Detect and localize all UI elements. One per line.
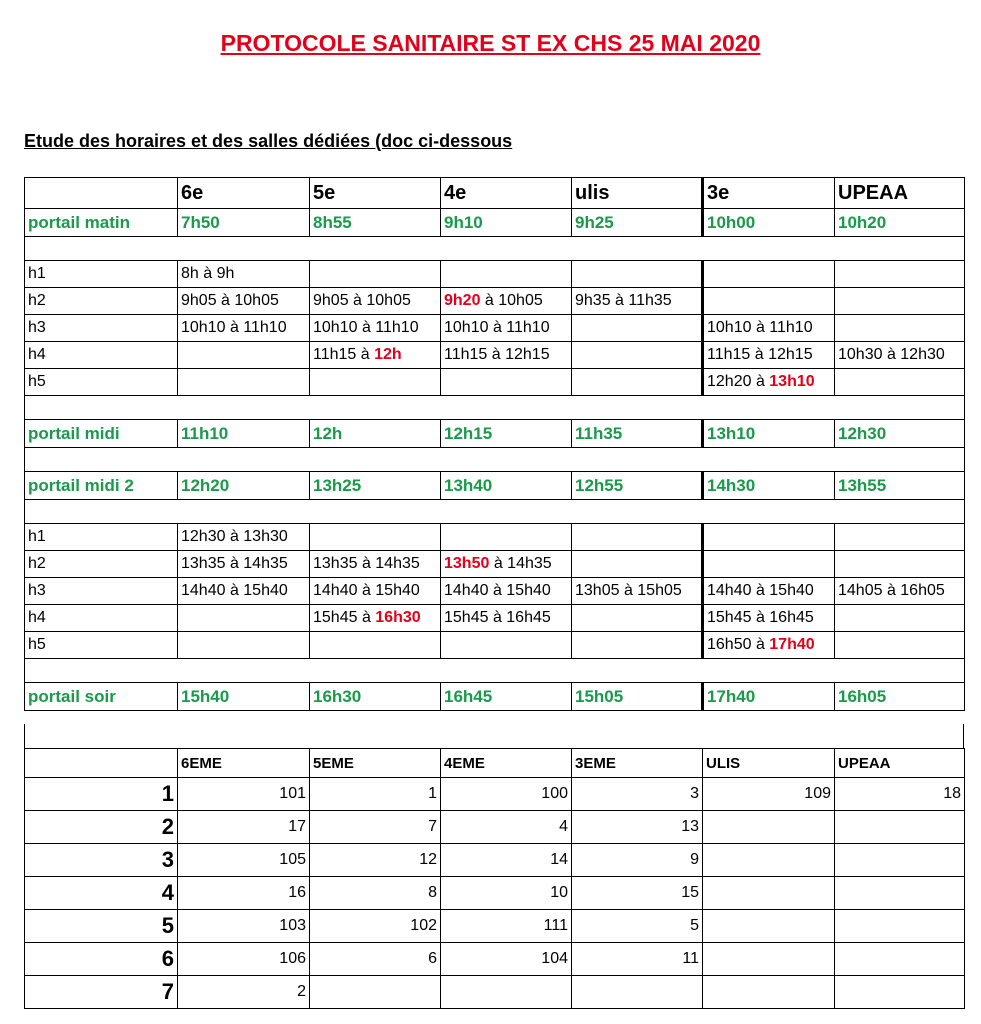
hour-label: h2 <box>25 551 178 578</box>
room-cell: 100 <box>441 778 572 811</box>
spacer-row <box>25 448 965 472</box>
room-cell: 18 <box>835 778 965 811</box>
time-text: 14h40 à 15h40 <box>313 582 420 599</box>
room-cell: 4 <box>441 811 572 844</box>
time-slot-cell <box>703 632 835 659</box>
rooms-row-number: 1 <box>25 778 178 811</box>
time-text: 9h35 à 11h35 <box>575 292 672 309</box>
time-slot-cell <box>572 315 703 342</box>
afternoon-row <box>25 551 965 578</box>
room-cell: 106 <box>178 943 310 976</box>
time-slot-cell <box>703 551 835 578</box>
time-slot-cell <box>835 288 965 315</box>
room-cell: 15 <box>572 877 703 910</box>
time-slot-cell <box>178 315 310 342</box>
afternoon-row <box>25 524 965 551</box>
time-text: 11h15 à 12h15 <box>707 346 813 363</box>
table-separator <box>24 724 964 748</box>
highlighted-time: 9h20 <box>444 292 481 309</box>
highlighted-time: 13h10 <box>769 373 815 390</box>
time-slot-cell <box>178 342 310 369</box>
time-text: 14h40 à 15h40 <box>444 582 551 599</box>
room-cell <box>835 811 965 844</box>
time-slot-cell <box>572 551 703 578</box>
room-cell: 8 <box>310 877 441 910</box>
portail-midi2-row-cell: portail midi 2 <box>25 472 178 500</box>
time-text: 14h05 à 16h05 <box>838 582 945 599</box>
rooms-header-cell: 5EME <box>310 749 441 778</box>
portail-matin-row-cell: 10h00 <box>703 209 835 237</box>
rooms-row-number: 4 <box>25 877 178 910</box>
highlighted-time: 16h30 <box>375 609 421 626</box>
portail-midi-row-cell: 13h10 <box>703 420 835 448</box>
room-cell: 7 <box>310 811 441 844</box>
afternoon-row <box>25 578 965 605</box>
portail-midi2-row-cell: 14h30 <box>703 472 835 500</box>
time-text: 14h40 à 15h40 <box>181 582 288 599</box>
portail-matin-row-cell: 10h20 <box>835 209 965 237</box>
rooms-row-number: 6 <box>25 943 178 976</box>
time-slot-cell <box>178 632 310 659</box>
time-slot-cell <box>441 551 572 578</box>
morning-row <box>25 261 965 288</box>
time-slot-cell <box>703 605 835 632</box>
time-slot-cell <box>572 342 703 369</box>
time-text: 15h45 à 16h45 <box>707 609 814 626</box>
morning-row <box>25 288 965 315</box>
room-cell: 111 <box>441 910 572 943</box>
portail-soir-row-cell: 15h05 <box>572 683 703 711</box>
time-text: 10h10 à 11h10 <box>313 319 419 336</box>
schedule-header-row-cell: ulis <box>572 178 703 209</box>
spacer-cell <box>25 237 965 261</box>
time-slot-cell <box>310 605 441 632</box>
room-cell <box>703 877 835 910</box>
time-slot-cell <box>703 315 835 342</box>
time-text: 10h10 à 11h10 <box>181 319 287 336</box>
section-subtitle: Etude des horaires et des salles dédiées (doc ci-dessous <box>24 131 513 151</box>
room-cell: 12 <box>310 844 441 877</box>
time-slot-cell <box>178 288 310 315</box>
portail-midi-row-cell: 12h15 <box>441 420 572 448</box>
portail-midi2-row-cell: 12h20 <box>178 472 310 500</box>
room-cell: 3 <box>572 778 703 811</box>
highlighted-time: 12h <box>374 346 402 363</box>
rooms-header-cell: UPEAA <box>835 749 965 778</box>
schedule-header-row-cell: UPEAA <box>835 178 965 209</box>
page-title-text: PROTOCOLE SANITAIRE ST EX CHS 25 MAI 2020 <box>220 30 761 56</box>
time-text: 16h50 à <box>707 636 770 653</box>
time-slot-cell <box>835 369 965 396</box>
schedule-table <box>24 177 965 711</box>
room-cell: 6 <box>310 943 441 976</box>
time-slot-cell <box>441 342 572 369</box>
rooms-header-cell: ULIS <box>703 749 835 778</box>
time-slot-cell <box>441 261 572 288</box>
rooms-row <box>25 910 965 943</box>
time-slot-cell <box>703 369 835 396</box>
room-cell: 109 <box>703 778 835 811</box>
portail-midi2-row-cell: 13h25 <box>310 472 441 500</box>
rooms-row-number: 2 <box>25 811 178 844</box>
room-cell <box>835 943 965 976</box>
spacer-cell <box>25 500 965 524</box>
time-slot-cell <box>572 261 703 288</box>
portail-midi-row-cell: portail midi <box>25 420 178 448</box>
rooms-row-number: 7 <box>25 976 178 1009</box>
time-slot-cell <box>310 524 441 551</box>
time-text: 12h30 à 13h30 <box>181 528 288 545</box>
time-slot-cell <box>572 632 703 659</box>
highlighted-time: 17h40 <box>769 636 815 653</box>
time-slot-cell <box>310 578 441 605</box>
time-slot-cell <box>310 342 441 369</box>
time-slot-cell <box>703 288 835 315</box>
afternoon-row <box>25 605 965 632</box>
portail-midi-row-cell: 12h <box>310 420 441 448</box>
portail-midi-row <box>25 420 965 448</box>
room-cell: 9 <box>572 844 703 877</box>
room-cell: 101 <box>178 778 310 811</box>
schedule-header-row <box>25 178 965 209</box>
room-cell: 5 <box>572 910 703 943</box>
time-slot-cell <box>441 369 572 396</box>
spacer-row <box>25 500 965 524</box>
time-slot-cell <box>441 524 572 551</box>
room-cell: 14 <box>441 844 572 877</box>
hour-label: h4 <box>25 605 178 632</box>
hour-label: h4 <box>25 342 178 369</box>
time-slot-cell <box>441 605 572 632</box>
room-cell: 17 <box>178 811 310 844</box>
rooms-row <box>25 811 965 844</box>
rooms-row <box>25 877 965 910</box>
time-text: 10h10 à 11h10 <box>707 319 813 336</box>
room-cell <box>835 910 965 943</box>
time-text: à 10h05 <box>480 292 543 309</box>
time-text: 9h05 à 10h05 <box>313 292 411 309</box>
portail-midi2-row-cell: 13h55 <box>835 472 965 500</box>
time-slot-cell <box>572 578 703 605</box>
time-text: 11h15 à 12h15 <box>444 346 550 363</box>
portail-midi-row-cell: 12h30 <box>835 420 965 448</box>
morning-row <box>25 342 965 369</box>
time-slot-cell <box>835 632 965 659</box>
rooms-row <box>25 844 965 877</box>
spacer-cell <box>25 659 965 683</box>
time-text: 10h10 à 11h10 <box>444 319 550 336</box>
rooms-row-number: 3 <box>25 844 178 877</box>
time-slot-cell <box>178 261 310 288</box>
time-text: 15h45 à 16h45 <box>444 609 551 626</box>
hour-label: h5 <box>25 369 178 396</box>
portail-soir-row-cell: 16h30 <box>310 683 441 711</box>
time-slot-cell <box>572 605 703 632</box>
time-slot-cell <box>310 369 441 396</box>
portail-matin-row-cell: portail matin <box>25 209 178 237</box>
time-slot-cell <box>441 288 572 315</box>
room-cell <box>703 976 835 1009</box>
rooms-header-cell: 3EME <box>572 749 703 778</box>
rooms-header-row <box>25 749 965 778</box>
room-cell <box>703 811 835 844</box>
time-slot-cell <box>703 261 835 288</box>
room-cell: 16 <box>178 877 310 910</box>
room-cell: 11 <box>572 943 703 976</box>
rooms-row <box>25 943 965 976</box>
portail-matin-row-cell: 9h10 <box>441 209 572 237</box>
highlighted-time: 13h50 <box>444 555 490 572</box>
spacer-row <box>25 659 965 683</box>
room-cell <box>835 976 965 1009</box>
room-cell <box>572 976 703 1009</box>
rooms-table <box>24 748 965 1009</box>
morning-row <box>25 315 965 342</box>
room-cell <box>835 844 965 877</box>
schedule-header-row-cell: 5e <box>310 178 441 209</box>
room-cell: 102 <box>310 910 441 943</box>
portail-soir-row-cell: 17h40 <box>703 683 835 711</box>
hour-label: h2 <box>25 288 178 315</box>
time-slot-cell <box>178 524 310 551</box>
time-slot-cell <box>703 342 835 369</box>
time-slot-cell <box>835 261 965 288</box>
rooms-row <box>25 778 965 811</box>
time-text: 13h35 à 14h35 <box>313 555 420 572</box>
time-slot-cell <box>310 551 441 578</box>
time-text: 13h35 à 14h35 <box>181 555 288 572</box>
portail-soir-row-cell: 16h05 <box>835 683 965 711</box>
time-slot-cell <box>178 369 310 396</box>
time-slot-cell <box>572 524 703 551</box>
time-slot-cell <box>178 551 310 578</box>
time-slot-cell <box>703 524 835 551</box>
afternoon-row <box>25 632 965 659</box>
time-slot-cell <box>572 288 703 315</box>
time-slot-cell <box>835 605 965 632</box>
schedule-header-row-cell <box>25 178 178 209</box>
room-cell <box>703 910 835 943</box>
portail-midi2-row-cell: 13h40 <box>441 472 572 500</box>
time-slot-cell <box>835 551 965 578</box>
time-text: 10h30 à 12h30 <box>838 346 945 363</box>
time-slot-cell <box>310 261 441 288</box>
portail-midi-row-cell: 11h35 <box>572 420 703 448</box>
time-slot-cell <box>441 632 572 659</box>
portail-soir-row-cell: 15h40 <box>178 683 310 711</box>
time-slot-cell <box>441 315 572 342</box>
time-slot-cell <box>178 605 310 632</box>
time-slot-cell <box>703 578 835 605</box>
hour-label: h1 <box>25 524 178 551</box>
room-cell: 10 <box>441 877 572 910</box>
rooms-header-cell: 4EME <box>441 749 572 778</box>
portail-soir-row <box>25 683 965 711</box>
portail-midi2-row-cell: 12h55 <box>572 472 703 500</box>
time-slot-cell <box>310 315 441 342</box>
time-slot-cell <box>178 578 310 605</box>
spacer-cell <box>25 396 965 420</box>
room-cell: 1 <box>310 778 441 811</box>
time-slot-cell <box>572 369 703 396</box>
portail-matin-row-cell: 8h55 <box>310 209 441 237</box>
time-text: 8h à 9h <box>181 265 235 282</box>
time-text: 15h45 à <box>313 609 376 626</box>
time-slot-cell <box>310 632 441 659</box>
room-cell <box>703 943 835 976</box>
rooms-header-cell <box>25 749 178 778</box>
portail-soir-row-cell: portail soir <box>25 683 178 711</box>
spacer-row <box>25 396 965 420</box>
time-text: 9h05 à 10h05 <box>181 292 279 309</box>
room-cell <box>703 844 835 877</box>
time-slot-cell <box>310 288 441 315</box>
portail-matin-row-cell: 9h25 <box>572 209 703 237</box>
room-cell: 105 <box>178 844 310 877</box>
time-text: à 14h35 <box>489 555 552 572</box>
room-cell <box>441 976 572 1009</box>
room-cell: 13 <box>572 811 703 844</box>
room-cell: 2 <box>178 976 310 1009</box>
spacer-row <box>25 237 965 261</box>
time-text: 11h15 à <box>313 346 375 363</box>
spacer-cell <box>25 448 965 472</box>
hour-label: h3 <box>25 578 178 605</box>
time-slot-cell <box>835 578 965 605</box>
room-cell <box>835 877 965 910</box>
rooms-header-cell: 6EME <box>178 749 310 778</box>
room-cell: 104 <box>441 943 572 976</box>
schedule-header-row-cell: 6e <box>178 178 310 209</box>
hour-label: h3 <box>25 315 178 342</box>
portail-soir-row-cell: 16h45 <box>441 683 572 711</box>
time-slot-cell <box>835 315 965 342</box>
portail-matin-row-cell: 7h50 <box>178 209 310 237</box>
morning-row <box>25 369 965 396</box>
portail-midi-row-cell: 11h10 <box>178 420 310 448</box>
rooms-row-number: 5 <box>25 910 178 943</box>
time-slot-cell <box>835 342 965 369</box>
time-slot-cell <box>441 578 572 605</box>
time-text: 12h20 à <box>707 373 770 390</box>
schedule-header-row-cell: 3e <box>703 178 835 209</box>
room-cell: 103 <box>178 910 310 943</box>
time-text: 13h05 à 15h05 <box>575 582 682 599</box>
hour-label: h1 <box>25 261 178 288</box>
time-slot-cell <box>835 524 965 551</box>
schedule-header-row-cell: 4e <box>441 178 572 209</box>
page-title <box>0 30 981 57</box>
portail-midi2-row <box>25 472 965 500</box>
time-text: 14h40 à 15h40 <box>707 582 814 599</box>
rooms-row <box>25 976 965 1009</box>
room-cell <box>310 976 441 1009</box>
portail-matin-row <box>25 209 965 237</box>
hour-label: h5 <box>25 632 178 659</box>
